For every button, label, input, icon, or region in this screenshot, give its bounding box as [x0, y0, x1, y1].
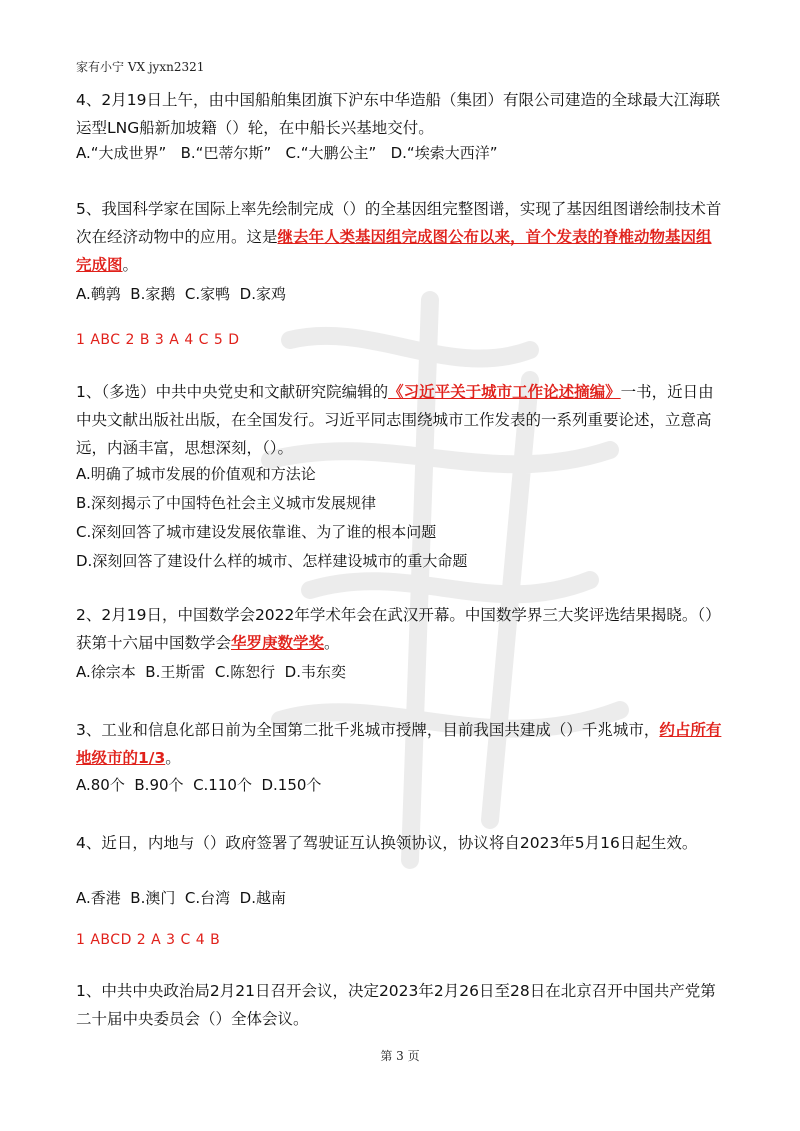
question-body: 4、2月19日上午，由中国船舶集团旗下沪东中华造船（集团）有限公司建造的全球最大江海联运型LNG船新加坡籍（）轮，在中船长兴基地交付。 — [76, 91, 720, 137]
question-text — [76, 601, 726, 657]
question-options: A.80个 B.90个 C.110个 D.150个 — [76, 776, 322, 794]
question-text — [76, 716, 726, 772]
question-tail: 一书，近日由中央文献出版社出版，在全国发行。习近平同志围绕城市工作发表的一系列重要论述，立意高远，内涵丰富，思想深刻，（）。 — [76, 383, 714, 457]
question-options: A.香港 B.澳门 C.台湾 D.越南 — [76, 889, 286, 907]
question-options: A.徐宗本 B.王斯雷 C.陈恕行 D.韦东奕 — [76, 663, 346, 681]
answer-key: 1 ABCD 2 A 3 C 4 B — [76, 932, 221, 948]
header-text: 家有小宁 VX jyxn2321 — [76, 60, 205, 74]
question-tail: 。 — [165, 749, 181, 767]
question-tail: 。 — [324, 634, 340, 652]
question-text: 1、中共中央政治局2月21日召开会议，决定2023年2月26日至28日在北京召开中国共产党第二十届中央委员会（）全体会议。 — [76, 982, 716, 1028]
highlight-text: 华罗庚数学奖 — [231, 634, 325, 652]
option-d: D.深刻回答了建设什么样的城市、怎样建设城市的重大命题 — [76, 552, 468, 570]
question-text — [76, 86, 726, 142]
question-text — [76, 195, 726, 279]
highlight-text: 《习近平关于城市工作论述摘编》 — [388, 383, 621, 401]
highlight-text: 继去年人类基因组完成图公布以来，首个发表的脊椎动物基因组完成图 — [76, 228, 712, 274]
option-b: B.深刻揭示了中国特色社会主义城市发展规律 — [76, 494, 377, 512]
watermark-icon — [230, 260, 650, 900]
answer-key: 1 ABC 2 B 3 A 4 C 5 D — [76, 332, 240, 348]
question-body: 1、（多选）中共中央党史和文献研究院编辑的 — [76, 383, 389, 401]
question-body: 5、我国科学家在国际上率先绘制完成（）的全基因组完整图谱，实现了基因组图谱绘制技术首次在经济动物中的应用。这是 — [76, 200, 722, 246]
page-number: 第 3 页 — [380, 1049, 420, 1063]
question-body: 3、工业和信息化部日前为全国第二批千兆城市授牌，目前我国共建成（）千兆城市， — [76, 721, 660, 739]
question-body: 4、近日，内地与（）政府签署了驾驶证互认换领协议，协议将自2023年5月16日起生效。 — [76, 834, 698, 852]
question-options: A.“大成世界” B.“巴蒂尔斯” C.“大鹏公主” D.“埃索大西洋” — [76, 144, 498, 162]
question-text — [76, 829, 726, 857]
question-options: A.鹌鹑 B.家鹅 C.家鸭 D.家鸡 — [76, 285, 286, 303]
highlight-text: 约占所有地级市的1/3 — [76, 721, 722, 767]
option-a: A.明确了城市发展的价值观和方法论 — [76, 465, 316, 483]
question-tail: 。 — [122, 256, 139, 274]
question-body: 2、2月19日，中国数学会2022年学术年会在武汉开幕。中国数学界三大奖评选结果揭晓。（）获第十六届中国数学会 — [76, 606, 721, 652]
question-text — [76, 378, 726, 462]
option-c: C.深刻回答了城市建设发展依靠谁、为了谁的根本问题 — [76, 523, 437, 541]
